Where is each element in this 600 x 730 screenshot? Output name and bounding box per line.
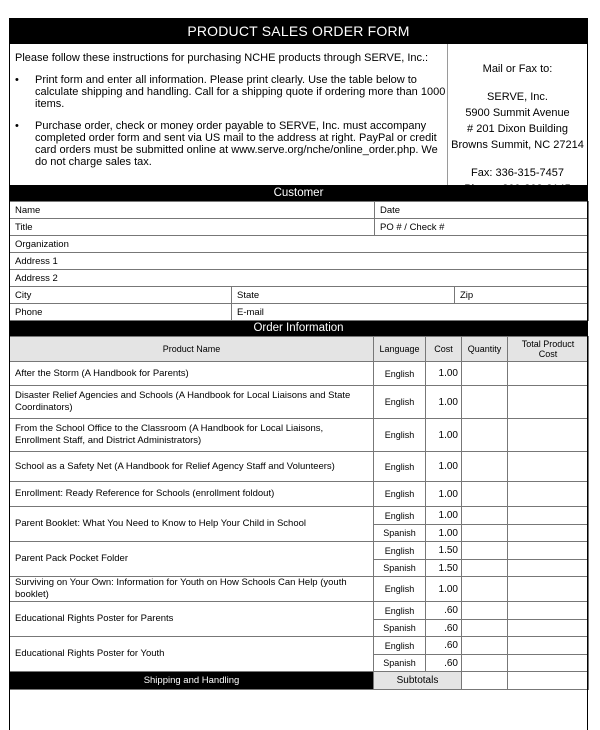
product-cost: 1.00 (426, 386, 462, 419)
phone-label: Phone (15, 306, 43, 318)
product-row (10, 602, 589, 620)
mail-fax-info (448, 44, 587, 195)
product-row (10, 452, 589, 482)
mail-org: SERVE, Inc. (487, 91, 548, 103)
quantity-input[interactable] (462, 602, 508, 620)
title-label: Title (15, 221, 33, 233)
date-field[interactable] (375, 202, 589, 219)
quantity-input[interactable] (462, 482, 508, 507)
total-cost-input[interactable] (508, 602, 589, 620)
email-field[interactable] (232, 304, 589, 321)
mail-address-2: # 201 Dixon Building (467, 123, 568, 135)
mail-heading: Mail or Fax to: (482, 63, 553, 75)
col-language: Language (374, 337, 426, 362)
quantity-input[interactable] (462, 620, 508, 637)
instructions (10, 44, 448, 185)
product-language: Spanish (374, 620, 426, 637)
product-row (10, 419, 589, 452)
state-field[interactable] (232, 287, 455, 304)
subtotals-label: Subtotals (374, 672, 462, 690)
form-title: PRODUCT SALES ORDER FORM (9, 18, 588, 44)
quantity-input[interactable] (462, 542, 508, 560)
product-language: English (374, 386, 426, 419)
quantity-input[interactable] (462, 507, 508, 525)
po-field[interactable] (375, 219, 589, 236)
col-cost: Cost (426, 337, 462, 362)
quantity-input[interactable] (462, 655, 508, 672)
col-quantity: Quantity (462, 337, 508, 362)
date-label: Date (380, 204, 401, 216)
product-cost: 1.00 (426, 362, 462, 386)
total-cost-input[interactable] (508, 655, 589, 672)
product-name: After the Storm (A Handbook for Parents) (10, 362, 374, 386)
customer-heading: Customer (9, 186, 588, 201)
order-heading: Order Information (9, 321, 588, 336)
product-name: From the School Office to the Classroom (A Handbook for Local Liaisons, Enrollment Staff, and District Administrators) (10, 419, 374, 452)
total-cost-input[interactable] (508, 507, 589, 525)
instructions-lead: Please follow these instructions for purchasing NCHE products through SERVE, Inc.: (15, 52, 429, 64)
product-language: Spanish (374, 525, 426, 542)
product-cost: 1.00 (426, 507, 462, 525)
product-language: Spanish (374, 560, 426, 577)
phone-number: Phone: 800-308-2145 (464, 183, 571, 195)
total-cost-input[interactable] (508, 362, 589, 386)
total-cost-input[interactable] (508, 560, 589, 577)
total-cost-input[interactable] (508, 482, 589, 507)
address-1-field[interactable] (10, 253, 589, 270)
product-row (10, 577, 589, 602)
product-row (10, 386, 589, 419)
quantity-input[interactable] (462, 560, 508, 577)
total-cost-input[interactable] (508, 620, 589, 637)
quantity-input[interactable] (462, 419, 508, 452)
product-language: English (374, 637, 426, 655)
address-2-field[interactable] (10, 270, 589, 287)
product-name: Parent Pack Pocket Folder (10, 542, 374, 577)
quantity-input[interactable] (462, 637, 508, 655)
total-cost-input[interactable] (508, 452, 589, 482)
col-total-cost: Total Product Cost (508, 337, 589, 362)
total-cost-input[interactable] (508, 542, 589, 560)
phone-field[interactable] (10, 304, 232, 321)
product-row (10, 482, 589, 507)
city-label: City (15, 289, 32, 301)
title-field[interactable] (10, 219, 375, 236)
product-language: English (374, 507, 426, 525)
product-name: Educational Rights Poster for Parents (10, 602, 374, 637)
instructions-list (15, 74, 447, 168)
product-cost: .60 (426, 637, 462, 655)
subtotal-total[interactable] (508, 672, 589, 690)
address-1-label: Address 1 (15, 255, 58, 267)
shipping-row (10, 672, 589, 690)
col-product-name: Product Name (10, 337, 374, 362)
product-language: English (374, 362, 426, 386)
order-table (9, 336, 589, 690)
total-cost-input[interactable] (508, 419, 589, 452)
subtotal-quantity[interactable] (462, 672, 508, 690)
product-cost: .60 (426, 655, 462, 672)
product-language: English (374, 577, 426, 602)
zip-label: Zip (460, 289, 474, 301)
product-language: English (374, 419, 426, 452)
product-cost: 1.00 (426, 577, 462, 602)
product-language: English (374, 542, 426, 560)
product-name: Educational Rights Poster for Youth (10, 637, 374, 672)
shipping-label: Shipping and Handling (10, 672, 374, 690)
quantity-input[interactable] (462, 525, 508, 542)
email-label: E-mail (237, 306, 264, 318)
product-row (10, 542, 589, 560)
order-header-row (10, 337, 589, 362)
address-2-label: Address 2 (15, 272, 58, 284)
product-name: Parent Booklet: What You Need to Know to Help Your Child in School (10, 507, 374, 542)
total-cost-input[interactable] (508, 637, 589, 655)
total-cost-input[interactable] (508, 577, 589, 602)
name-label: Name (15, 204, 41, 216)
zip-field[interactable] (455, 287, 589, 304)
instruction-print: • Print form and enter all information. Please print clearly. Use the table below to calculate shipping and handling. Call for a shipping quote if ordering more than 1000 items. (15, 74, 447, 110)
organization-label: Organization (15, 238, 69, 250)
product-name: Disaster Relief Agencies and Schools (A Handbook for Local Liaisons and State Coordinators) (10, 386, 374, 419)
product-cost: .60 (426, 602, 462, 620)
instruction-payment: • Purchase order, check or money order payable to SERVE, Inc. must accompany completed order form and sent via US mail to the address at right. PayPal or credit card orders must be submitted online at www.serve.org/nche/online_order.php. We do not charge sales tax. (15, 120, 447, 168)
product-row (10, 507, 589, 525)
order-form (9, 18, 588, 690)
customer-table (9, 201, 589, 321)
product-row (10, 362, 589, 386)
product-language: English (374, 602, 426, 620)
order-rows (10, 362, 589, 672)
product-cost: 1.00 (426, 452, 462, 482)
product-name: Enrollment: Ready Reference for Schools (enrollment foldout) (10, 482, 374, 507)
mail-address-3: Browns Summit, NC 27214 (451, 139, 584, 151)
quantity-input[interactable] (462, 577, 508, 602)
product-language: English (374, 482, 426, 507)
product-name: Surviving on Your Own: Information for Youth on How Schools Can Help (youth booklet) (10, 577, 374, 602)
city-field[interactable] (10, 287, 232, 304)
quantity-input[interactable] (462, 452, 508, 482)
product-language: English (374, 452, 426, 482)
product-cost: 1.00 (426, 525, 462, 542)
product-cost: 1.50 (426, 560, 462, 577)
total-cost-input[interactable] (508, 386, 589, 419)
product-cost: .60 (426, 620, 462, 637)
product-cost: 1.50 (426, 542, 462, 560)
product-cost: 1.00 (426, 482, 462, 507)
mail-address-1: 5900 Summit Avenue (465, 107, 570, 119)
quantity-input[interactable] (462, 386, 508, 419)
po-label: PO # / Check # (380, 221, 445, 233)
product-cost: 1.00 (426, 419, 462, 452)
name-field[interactable] (10, 202, 375, 219)
organization-field[interactable] (10, 236, 589, 253)
quantity-input[interactable] (462, 362, 508, 386)
total-cost-input[interactable] (508, 525, 589, 542)
fax-number: Fax: 336-315-7457 (471, 167, 564, 179)
product-language: Spanish (374, 655, 426, 672)
product-row (10, 637, 589, 655)
state-label: State (237, 289, 260, 301)
product-name: School as a Safety Net (A Handbook for Relief Agency Staff and Volunteers) (10, 452, 374, 482)
